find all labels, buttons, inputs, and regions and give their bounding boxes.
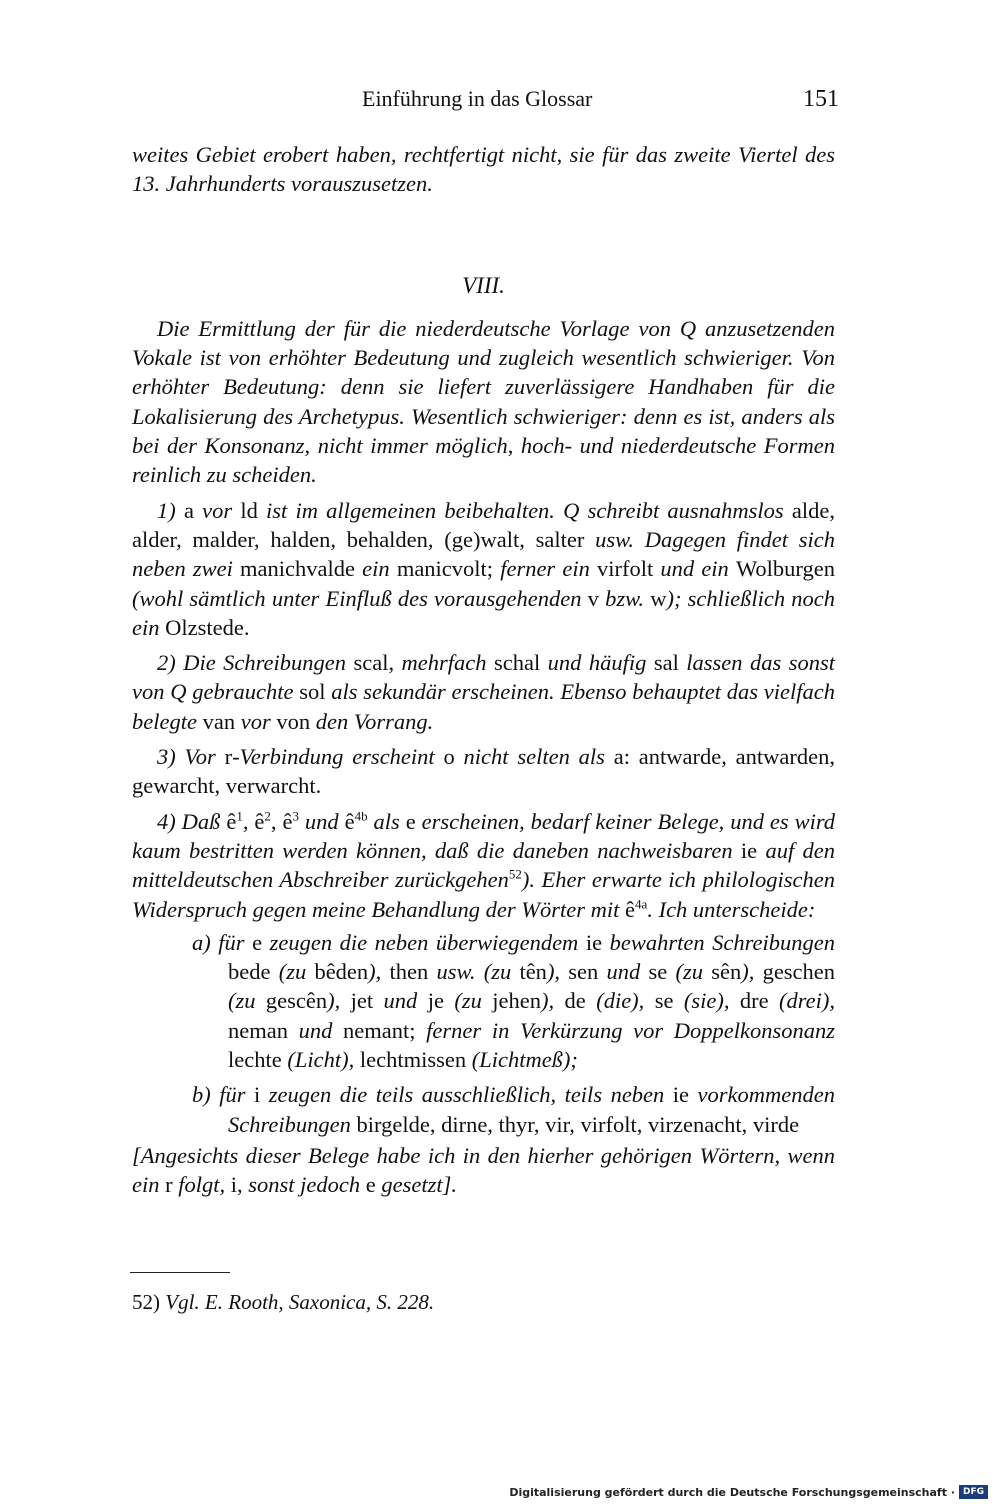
intro-paragraph: Die Ermittlung der für die niederdeutsche Vorlage von Q anzusetzenden Vokale ist von erhöhter Bedeutung und zugleich wesentlich schwieriger. Von erhöhter Bedeutung: denn sie liefert zuverlässigere Handhaben für die Lokalisierung des Archetypus. Wesentlich schwieriger: denn es ist, anders als bei der Konsonanz, nicht immer möglich, hoch- und niederdeutsche Formen reinlich zu scheiden. [132, 315, 835, 488]
p1-run-5: alde, alder, malder, halden, behalden, (ge)walt, salter [132, 497, 835, 552]
digitization-footer [509, 1485, 988, 1499]
p2-run-11: von [276, 708, 311, 734]
bracket-run-0: [Angesichts dieser Belege habe ich in den hierher gehörigen Wörtern, wenn ein [132, 1142, 835, 1198]
list-a-run-28: ), [541, 988, 565, 1014]
paragraph-3 [132, 742, 835, 801]
p1-run-16: bzw. [598, 585, 651, 611]
p2-run-2: mehrfach [394, 650, 494, 676]
list-a-run-0: a) für [192, 929, 253, 955]
list-a-run-39: lechte [228, 1047, 282, 1073]
list-a-run-11: tên [519, 959, 547, 985]
list-a-run-15: se [648, 959, 668, 985]
list-a-run-22: ), [327, 988, 351, 1014]
p4-s2: 2 [264, 808, 271, 824]
p3-run-0: 3) Vor [157, 744, 225, 770]
p4-s3: 3 [292, 808, 299, 824]
p4-mid1: als [367, 808, 406, 834]
list-b-run-2: zeugen die teils ausschließlich, teils neben [260, 1082, 673, 1108]
list-b-run-5: birgelde, dirne, thyr, vir, virfolt, virzenacht, virde [356, 1111, 800, 1137]
list-a-run-42: (Lichtmeß); [466, 1047, 578, 1073]
list-a-run-9: then [389, 959, 429, 985]
section-heading: VIII. [462, 272, 505, 298]
running-title: Einführung in das Glossar [362, 86, 593, 111]
list-a-run-41: lechtmissen [359, 1047, 467, 1073]
bracket-run-6: gesetzt]. [375, 1172, 458, 1198]
p1-run-13: Wolburgen [735, 556, 835, 582]
list-a-run-4: bewahrten Schreibungen [602, 929, 836, 955]
list-a-run-36: und [287, 1017, 344, 1043]
bracket-run-2: folgt, [172, 1172, 231, 1198]
list-a-run-29: de [564, 988, 586, 1014]
list-b-run-1: i [254, 1082, 261, 1108]
list-a-run-27: jehen [492, 988, 542, 1014]
list-a-run-20: (zu [228, 988, 266, 1014]
footnote [132, 1290, 434, 1315]
p1-run-12: und ein [653, 556, 736, 582]
p4-e-plain: e [405, 808, 416, 834]
list-a-run-30: (die), [585, 988, 655, 1014]
list-a-run-8: ), [368, 959, 390, 985]
p4-s5: 4a [635, 896, 648, 912]
bracket-run-4: sonst jedoch [242, 1172, 366, 1198]
bracket-run-3: i, [230, 1172, 243, 1198]
p4-e1: ê [226, 808, 237, 834]
list-item-b [192, 1080, 835, 1139]
p3-run-2: -Verbindung erscheint [232, 744, 444, 770]
list-a-run-5: bede [228, 959, 271, 985]
p1-run-1: a [183, 497, 194, 523]
p1-run-7: manichvalde [240, 556, 355, 582]
p4-und: und [298, 808, 345, 834]
list-a-run-24: und [373, 988, 428, 1014]
footer-text: Digitalisierung gefördert durch die Deutsche Forschungsgemeinschaft · [509, 1485, 955, 1499]
list-a-run-1: e [252, 929, 263, 955]
paragraph-2 [132, 648, 835, 736]
p1-run-18: ); schließlich noch ein [132, 585, 835, 640]
footnote-number: 52) [132, 1290, 160, 1314]
list-a-run-6: (zu [270, 959, 315, 985]
dfg-logo: DFG [959, 1485, 988, 1499]
p1-run-2: vor [193, 497, 241, 523]
p4-e3: ê [282, 808, 293, 834]
paragraph-1 [132, 496, 835, 642]
p1-run-15: v [587, 585, 599, 611]
p2-run-3: schal [493, 650, 541, 676]
p1-run-17: w [650, 585, 667, 611]
p1-run-10: ferner ein [493, 556, 597, 582]
p4-s1: 1 [236, 808, 243, 824]
list-a-run-18: ), [741, 959, 763, 985]
p2-run-0: 2) Die Schreibungen [157, 650, 354, 676]
p1-run-8: ein [355, 556, 397, 582]
p2-run-12: den Vorrang. [310, 708, 434, 734]
list-a-run-32: (sie), [673, 988, 740, 1014]
p2-run-5: sal [653, 650, 679, 676]
list-a-run-37: nemant; [343, 1017, 416, 1043]
p1-run-9: manicvolt; [396, 556, 494, 582]
list-a-run-25: je [427, 988, 444, 1014]
list-a-run-31: se [654, 988, 674, 1014]
p1-run-6: usw. Dagegen findet sich neben zwei [132, 526, 835, 582]
list-a-run-7: bêden [314, 959, 369, 985]
list-a-run-17: sên [711, 959, 742, 985]
p4-lead: 4) Daß [157, 808, 227, 834]
list-a-run-13: sen [568, 959, 599, 985]
p1-run-19: Olzstede. [165, 614, 250, 640]
p1-run-14: (wohl sämtlich unter Einfluß des vorausgehenden [132, 585, 588, 611]
p2-run-4: und häufig [540, 650, 654, 676]
p2-run-1: scal, [353, 650, 395, 676]
list-a-run-14: und [598, 959, 649, 985]
body-text [132, 140, 835, 1200]
p3-run-1: r [224, 744, 233, 770]
p3-run-4: nicht selten als [454, 744, 614, 770]
p4-e5: ê [625, 896, 636, 922]
p2-run-6: lassen das sonst von Q gebrauchte [132, 650, 835, 705]
p4-ie: ie [740, 837, 758, 863]
p4-end: . Ich unterscheide: [647, 896, 816, 922]
p3-run-5: a: antwarde, antwarden, gewarcht, verwarcht. [132, 744, 835, 799]
list-a-run-38: ferner in Verkürzung vor Doppelkonsonanz [415, 1017, 835, 1043]
list-b-run-3: ie [672, 1082, 690, 1108]
list-b-run-0: b) für [192, 1082, 254, 1108]
list-item-a [192, 928, 835, 1074]
list-a-run-10: usw. (zu [428, 959, 520, 985]
list-a-run-26: (zu [443, 988, 493, 1014]
list-a-run-35: neman [228, 1017, 288, 1043]
bracket-note [132, 1141, 835, 1200]
list-a-run-34: (drei), [768, 988, 836, 1014]
running-head [132, 86, 839, 118]
p4-e2: ê [254, 808, 265, 834]
paragraph-4: 4) Daß $ê^1$, $ê^2$, $ê^3$ und $ê^{4b}$ als e erscheinen, bedarf keiner Belege, und es wird kaum bestritten werden können, daß die daneben nachweisbaren ie auf den mitteldeutschen Abschreiber zurückgehen$^{52}$). Eher erwarte ich philologischen Widerspruch gegen meine Behandlung der Wörter mit $ê^{4a}$. Ich unterscheide: [132, 808, 836, 922]
p3-run-3: o [443, 744, 455, 770]
p4-s4: 4b [354, 808, 368, 824]
bracket-run-1: r [165, 1172, 173, 1198]
p1-run-11: virfolt [597, 556, 654, 582]
p4-mid2: erscheinen, bedarf keiner Belege, und es wird kaum bestritten werden können, daß die daneben nachweisbaren [132, 808, 836, 863]
footnote-text: Vgl. E. Rooth, Saxonica, S. 228. [160, 1290, 435, 1314]
list-a-run-3: ie [585, 929, 603, 955]
p1-run-4: ist im allgemeinen beibehalten. Q schreibt ausnahmslos [257, 497, 792, 523]
list-a-run-33: dre [739, 988, 769, 1014]
list-a-run-40: (Licht), [281, 1047, 360, 1073]
p2-run-9: van [202, 708, 236, 734]
list-a-run-21: gescên [265, 988, 328, 1014]
list-a-run-16: (zu [667, 959, 712, 985]
list-a-run-12: ), [546, 959, 569, 985]
p2-run-10: vor [235, 708, 277, 734]
list-b-run-4: vorkommenden Schreibungen [228, 1082, 835, 1137]
p1-run-3: ld [240, 497, 258, 523]
p2-run-8: als sekundär erscheinen. Ebenso behauptet das vielfach belegte [132, 679, 836, 734]
bracket-run-5: e [365, 1172, 376, 1198]
p4-e4: ê [344, 808, 355, 834]
p4-mid4: ). Eher erwarte ich philologischen Widerspruch gegen meine Behandlung der Wörter mit [132, 867, 835, 922]
list-a-run-19: geschen [762, 959, 836, 985]
list-a-run-23: jet [350, 988, 374, 1014]
p1-run-0: 1) [157, 497, 184, 523]
p4-mid3: auf den mitteldeutschen Abschreiber zurückgehen [132, 837, 835, 893]
list-a-run-2: zeugen die neben überwiegendem [262, 929, 586, 955]
footnote-ref-52: 52 [508, 866, 522, 882]
p2-run-7: sol [299, 679, 326, 705]
page-number: 151 [803, 86, 839, 112]
opening-paragraph: weites Gebiet erobert haben, rechtfertigt nicht, sie für das zweite Viertel des 13. Jahrhunderts vorauszusetzen. [132, 142, 835, 197]
footnote-rule [130, 1272, 230, 1273]
